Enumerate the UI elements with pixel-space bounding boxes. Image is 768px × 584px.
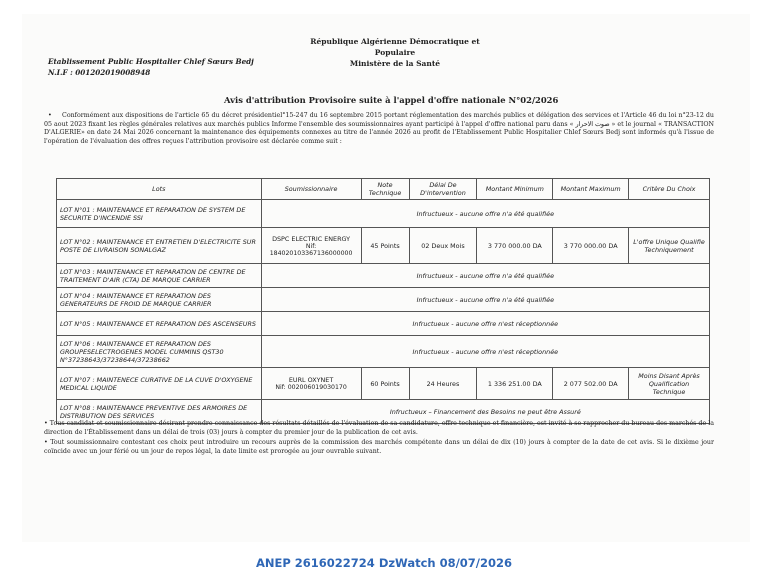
criteria-cell: L'offre Unique Qualifie Techniquement bbox=[629, 228, 710, 264]
bullet-icon: • bbox=[44, 420, 50, 427]
header-lots: Lots bbox=[57, 179, 262, 200]
note-text: Tout soumissionnaire contestant ces choix peut introduire un recours auprès de la commission des marchés compétente dans un délai de dix (10) jours à compter de la date de cet avis. Si le dixième jour coïncide avec un jour férié ou un jour de repos légal, la date limite est prorogée au jour ouvrable suivant. bbox=[44, 439, 714, 455]
republic-name: République Algérienne Démocratique et Populaire bbox=[310, 37, 480, 57]
notes-block bbox=[44, 420, 714, 458]
delay-cell: 24 Heures bbox=[409, 368, 477, 400]
delay-cell: 02 Deux Mois bbox=[409, 228, 477, 264]
intro-paragraph bbox=[44, 112, 714, 146]
table-row bbox=[57, 288, 710, 312]
establishment-name: Etablissement Public Hospitalier Chlef Sœurs Bedj bbox=[48, 57, 254, 66]
status-cell: Infructueux - aucune offre n'a été qualifiée bbox=[261, 200, 709, 228]
header-bidder: Soumissionnaire bbox=[261, 179, 361, 200]
status-cell: Infructueux - aucune offre n'est réceptionnée bbox=[261, 312, 709, 336]
status-cell: Infructueux - aucune offre n'est réceptionnée bbox=[261, 336, 709, 368]
min-amount-cell: 1 336 251.00 DA bbox=[477, 368, 553, 400]
table-row bbox=[57, 336, 710, 368]
bullet-icon: • bbox=[44, 439, 51, 447]
header-delay: Délai De D'intervention bbox=[409, 179, 477, 200]
lot-cell: LOT N°01 : MAINTENANCE ET REPARATION DE SYSTEM DE SECURITE D'INCENDIE SSI bbox=[57, 200, 262, 228]
table-row bbox=[57, 312, 710, 336]
intro-text: Conformément aux dispositions de l'article 65 du décret présidentiel°15-247 du 16 septembre 2015 portant réglementation des marchés publics et délégation des services et l'Article 46 du loi n°23-12 du 05 aout 2023 fixant les règles générales relatives aux marchés publics Informe l'ensemble des soumissionnaires ayant participé à l'appel d'offre national paru dans « صوت الاحرار » et le journal « TRANSACTION D'ALGERIE» en date 24 Mai 2026 concernant la maintenance des équipements connexes au titre de l'année 2026 au profit de l'Etablissement Public Hospitalier Chlef Sœurs Bedj sont informés qu'à l'issue de l'opération de l'évaluation des offres reçues l'attribution provisoire est déclarée comme suit : bbox=[44, 112, 714, 145]
lot-cell: LOT N°05 : MAINTENANCE ET REPARATION DES ASCENSEURS bbox=[57, 312, 262, 336]
note-item bbox=[44, 420, 714, 437]
header-min: Montant Minimum bbox=[477, 179, 553, 200]
republic-header bbox=[290, 36, 500, 69]
lot-cell: LOT N°06 : MAINTENANCE ET REPARATION DES GROUPESELECTROGENES MODEL CUMMINS QST30 N°37238643/37238644/37238662 bbox=[57, 336, 262, 368]
max-amount-cell: 3 770 000.00 DA bbox=[553, 228, 629, 264]
establishment-block bbox=[48, 56, 254, 78]
max-amount-cell: 2 077 502.00 DA bbox=[553, 368, 629, 400]
establishment-nif: N.I.F : 001202019008948 bbox=[48, 68, 151, 77]
table-row bbox=[57, 264, 710, 288]
status-cell: Infructueux - aucune offre n'a été qualifiée bbox=[261, 288, 709, 312]
bidder-cell bbox=[261, 228, 361, 264]
header-max: Montant Maximum bbox=[553, 179, 629, 200]
bidder-name: DSPC ELECTRIC ENERGY bbox=[272, 234, 351, 243]
lot-cell: LOT N°03 : MAINTENANCE ET REPARATION DE CENTRE DE TRAITEMENT D'AIR (CTA) DE MARQUE CARRIER bbox=[57, 264, 262, 288]
min-amount-cell: 3 770 000.00 DA bbox=[477, 228, 553, 264]
table-row bbox=[57, 228, 710, 264]
header-criteria: Critère Du Choix bbox=[629, 179, 710, 200]
table-row bbox=[57, 200, 710, 228]
notice-title: Avis d'attribution Provisoire suite à l'appel d'offre nationale N°02/2026 bbox=[224, 95, 559, 105]
table-row bbox=[57, 368, 710, 400]
criteria-cell: Moins Disant Après Qualification Technique bbox=[629, 368, 710, 400]
note-item bbox=[44, 439, 714, 456]
note-cell: 45 Points bbox=[361, 228, 409, 264]
table-header-row bbox=[57, 179, 710, 200]
lot-cell: LOT N°07 : MAINTENECE CURATIVE DE LA CUVE D'OXYGENE MEDICAL LIQUIDE bbox=[57, 368, 262, 400]
footer-caption: ANEP 2616022724 DzWatch 08/07/2026 bbox=[255, 556, 513, 570]
award-table bbox=[56, 178, 710, 424]
ministry-name: Ministère de la Santé bbox=[349, 59, 441, 68]
header-note: Note Technique bbox=[361, 179, 409, 200]
note-text: Tous candidat et soumissionnaire désirant prendre connaissance des résultats détaillés de l'évaluation de sa candidature, offre technique et financière, est invité à se rapprocher du bureau des marchés de la direction de l'Établissement dans un délai de trois (03) jours à compter du premier jour de la publication de cet avis. bbox=[44, 420, 715, 436]
bidder-nif: Nif: 002006019030170 bbox=[275, 384, 347, 391]
lot-cell: LOT N°04 : MAINTENANCE ET REPARATION DES GENERATEURS DE FROID DE MARQUE CARRIER bbox=[57, 288, 262, 312]
bullet-icon: • bbox=[44, 112, 52, 119]
bidder-cell bbox=[261, 368, 361, 400]
lot-cell: LOT N°02 : MAINTENANCE ET ENTRETIEN D'ELECTRICITE SUR POSTE DE LIVRAISON SONALGAZ bbox=[57, 228, 262, 264]
note-cell: 60 Points bbox=[361, 368, 409, 400]
status-cell: Infructueux - aucune offre n'a été qualifiée bbox=[261, 264, 709, 288]
bidder-nif: Nif: 184020103367136000000 bbox=[269, 242, 353, 257]
lot-cell: LOT N°08 : MAINTENANCE PREVENTIVE DES ARMOIRES DE DISTRIBUTION DES SERVICES bbox=[57, 400, 262, 424]
status-cell: Infructueux – Financement des Besoins ne peut être Assuré bbox=[261, 400, 709, 424]
bidder-name: EURL OXYNET bbox=[288, 376, 334, 384]
